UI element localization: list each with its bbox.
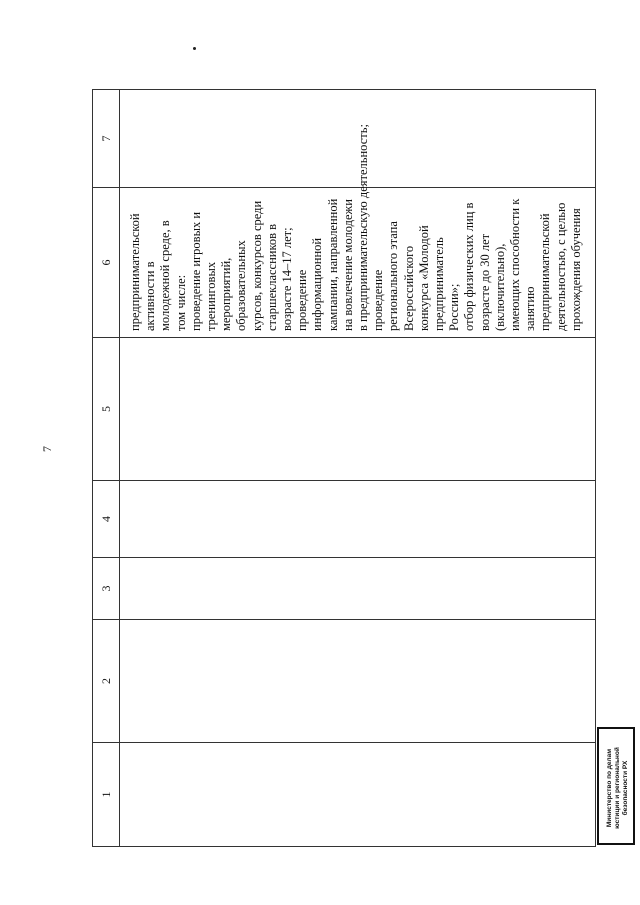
cell-col-4 — [120, 481, 596, 558]
description-line: предпринимательской — [128, 213, 142, 331]
description-line: регионального этапа — [386, 221, 401, 331]
stamp-line: юстиции и региональной — [614, 747, 621, 829]
rotated-table-container — [92, 90, 596, 847]
description-line: прохождения обучения — [568, 208, 583, 331]
cell-col-6-description — [120, 124, 596, 338]
header-row — [93, 90, 120, 847]
cell-col-3 — [120, 558, 596, 620]
description-line: проведение — [295, 269, 310, 331]
description-line: Всероссийского — [401, 245, 416, 331]
description-line: деятельностью, с целью — [553, 202, 568, 331]
stamp-line: Министерство по делам — [606, 748, 613, 828]
header-col-3: 3 — [93, 558, 120, 620]
description-line: имеющих способности к — [508, 198, 523, 331]
stamp-line: безопасности РХ — [622, 760, 629, 816]
header-col-2: 2 — [93, 620, 120, 743]
description-line: предприниматель — [432, 237, 447, 331]
cell-col-2 — [120, 620, 596, 743]
cell-col-1 — [120, 743, 596, 847]
header-col-5: 5 — [93, 338, 120, 481]
table-row — [120, 90, 596, 847]
header-col-1: 1 — [93, 743, 120, 847]
program-table — [92, 89, 596, 847]
description-line: мероприятий, — [219, 257, 234, 331]
description-line: возрасте 14–17 лет; — [280, 227, 295, 331]
description-line: на вовлечение молодежи — [340, 199, 355, 331]
description-line: предпринимательской — [538, 213, 553, 331]
header-col-6: 6 — [93, 188, 120, 338]
description-line: том числе: — [173, 274, 188, 331]
scan-speck — [193, 47, 196, 50]
description-line: занятию — [523, 286, 538, 331]
description-line: возрасте до 30 лет — [477, 233, 492, 331]
description-line: молодежной среде, в — [158, 220, 173, 331]
description-line: проведение игровых и — [188, 211, 203, 331]
description-line: России»; — [447, 283, 462, 331]
header-col-7: 7 — [93, 90, 120, 188]
description-line: информационной — [310, 237, 325, 331]
description-line: образовательных — [234, 240, 249, 331]
header-col-4: 4 — [93, 481, 120, 558]
description-line: курсов, конкурсов среди — [249, 200, 264, 331]
description-line: конкурса «Молодой — [416, 225, 431, 331]
page-number: 7 — [40, 446, 54, 452]
ministry-stamp — [597, 727, 635, 845]
cell-col-5 — [120, 338, 596, 481]
description-line: в предпринимательскую деятельность; — [356, 124, 371, 331]
description-line: тренинговых — [204, 261, 219, 331]
ministry-stamp-text — [599, 729, 637, 847]
description-line: (включительно), — [492, 243, 507, 331]
description-line: старшеклассников в — [264, 223, 279, 331]
description-line: проведение — [371, 269, 386, 331]
description-line: отбор физических лиц в — [462, 202, 477, 331]
description-line: активности в — [143, 261, 158, 331]
description-line: кампании, направленной — [325, 198, 340, 331]
